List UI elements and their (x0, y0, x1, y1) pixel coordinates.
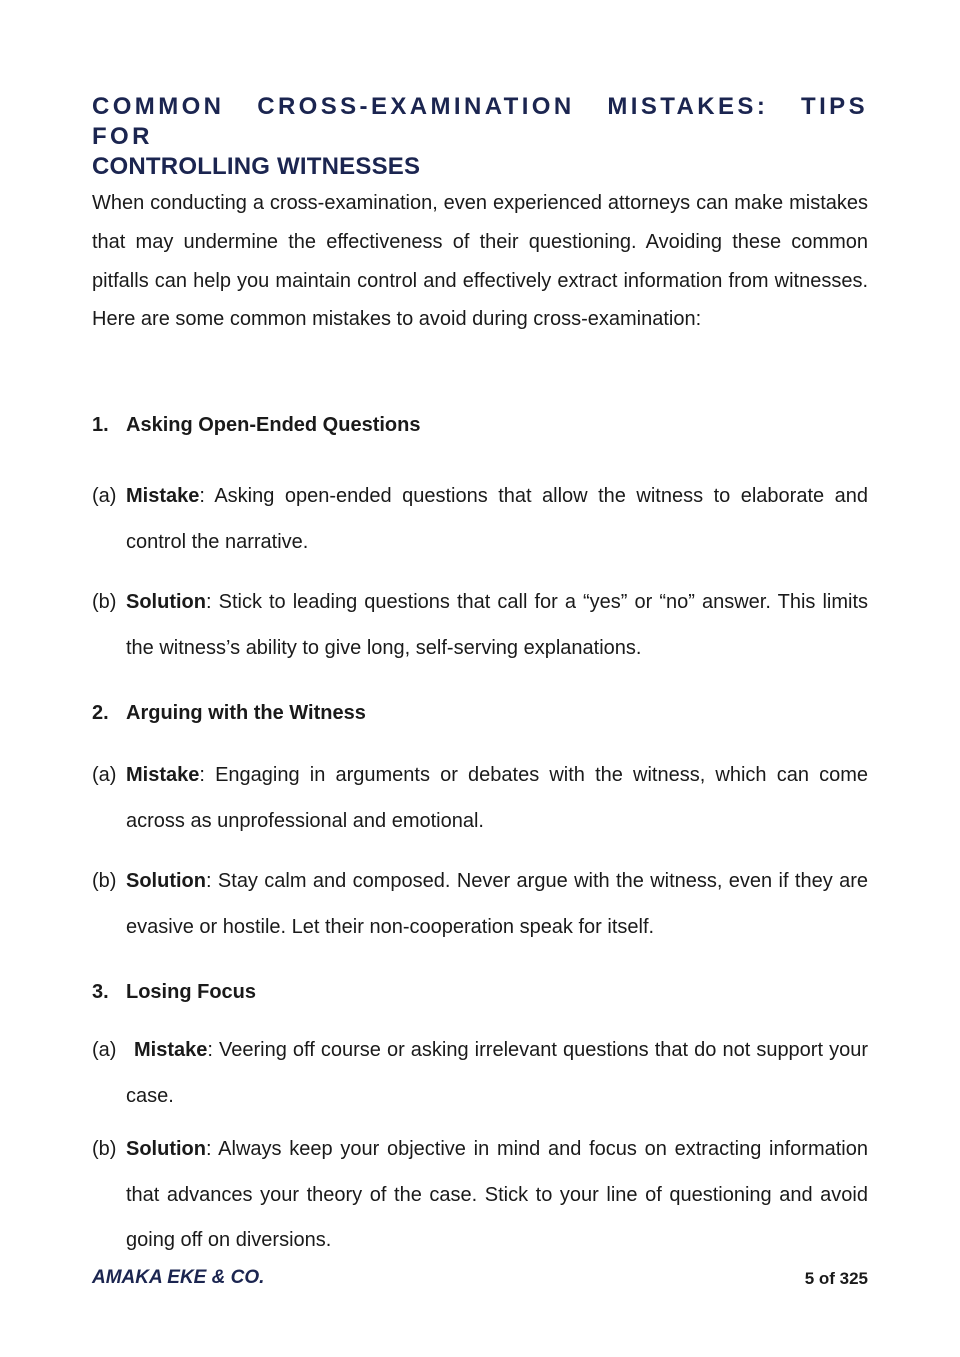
item-text: Asking open-ended questions that allow the witness to elaborate and control the narrative. (126, 485, 868, 553)
section-3-item-a (92, 1028, 868, 1119)
item-separator: : (205, 591, 212, 613)
item-marker: (a) (92, 764, 117, 786)
item-separator: : (207, 1039, 213, 1061)
intro-paragraph: When conducting a cross-examination, even experienced attorneys can make mistakes that may undermine the effectiveness of their questioning. Avoiding these common pitfalls can help you maintain control and effectively extract information from witnesses. Here are some common mistakes to avoid during cross-examination: (92, 192, 868, 331)
item-separator: : (199, 485, 205, 507)
section-title: Asking Open-Ended Questions (126, 414, 421, 436)
section-number: 1. (92, 414, 109, 436)
item-label: Mistake (126, 764, 200, 786)
item-body (126, 859, 868, 950)
item-text: Stick to leading questions that call for a “yes” or “no” answer. This limits the witness’s ability to give long, self-serving explanations. (126, 591, 868, 659)
section-heading-3 (92, 979, 868, 1005)
item-marker: (a) (92, 485, 117, 507)
section-heading-1 (92, 412, 868, 438)
item-text: Stay calm and composed. Never argue with the witness, even if they are evasive or hostile. Let their non-cooperation speak for itself. (126, 870, 868, 938)
section-2-item-a (92, 753, 868, 844)
item-body (126, 580, 868, 671)
section-number: 3. (92, 981, 109, 1003)
item-body (126, 1028, 868, 1119)
item-body (126, 1127, 868, 1264)
item-label: Solution (126, 870, 206, 892)
section-1-item-a (92, 474, 868, 565)
footer-page-number: 5 of 325 (804, 1269, 868, 1288)
item-separator: : (205, 870, 212, 892)
item-label: Solution (126, 1138, 206, 1160)
item-marker: (b) (92, 1138, 117, 1160)
page-title (92, 92, 868, 182)
item-label: Mistake (134, 1039, 208, 1061)
item-text: Veering off course or asking irrelevant questions that do not support your case. (126, 1039, 868, 1107)
item-body (126, 474, 868, 565)
item-separator: : (199, 764, 205, 786)
item-text: Always keep your objective in mind and focus on extracting information that advances your theory of the case. Stick to your line of questioning and avoid going off on diversions. (126, 1138, 868, 1251)
item-text: Engaging in arguments or debates with the witness, which can come across as unprofessional and emotional. (126, 764, 868, 832)
item-body (126, 753, 868, 844)
title-line-2: CONTROLLING WITNESSES (92, 153, 421, 180)
section-number: 2. (92, 702, 109, 724)
section-heading-2 (92, 700, 868, 726)
title-line-1: COMMON CROSS-EXAMINATION MISTAKES: TIPS FOR (92, 93, 868, 150)
item-marker: (a) (92, 1039, 117, 1061)
section-1-item-b (92, 580, 868, 671)
footer-firm-name: AMAKA EKE & CO. (92, 1267, 265, 1288)
section-2-item-b (92, 859, 868, 950)
item-separator: : (205, 1138, 212, 1160)
item-label: Mistake (126, 485, 200, 507)
item-marker: (b) (92, 870, 117, 892)
section-3-item-b (92, 1127, 868, 1264)
section-title: Losing Focus (126, 981, 256, 1003)
item-marker: (b) (92, 591, 117, 613)
item-label: Solution (126, 591, 206, 613)
section-title: Arguing with the Witness (126, 702, 366, 724)
